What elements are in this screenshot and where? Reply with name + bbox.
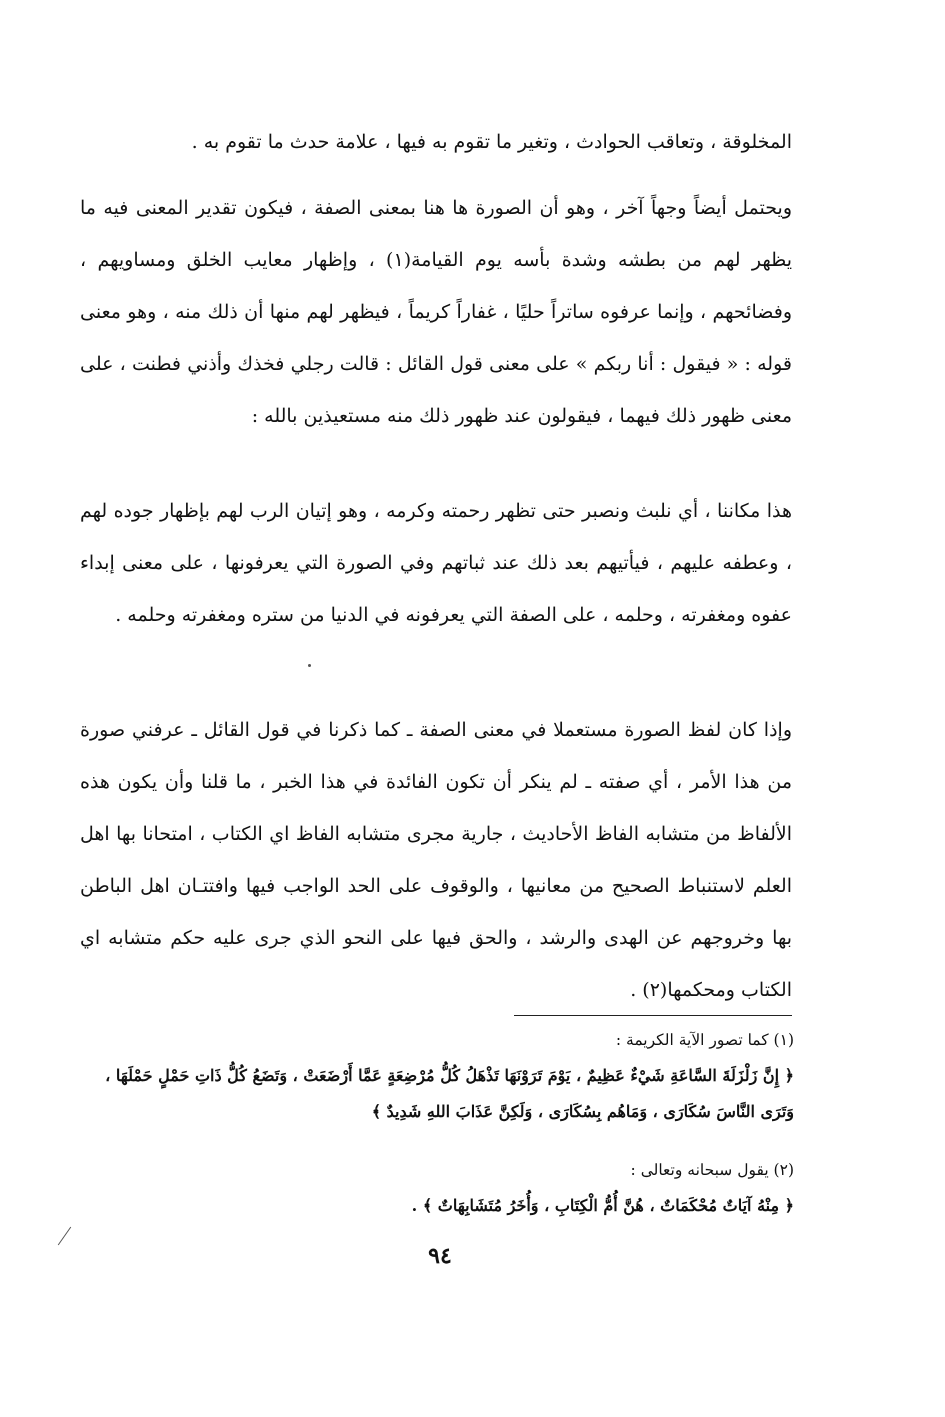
paragraph-2: ويحتمل أيضاً وجهاً آخر ، وهو أن الصورة ها هنا بمعنى الصفة ، فيكون تقدير المعنى فيه ما يظهر لهم من بطشه وشدة بأسه يوم القيامة(١) ، وإظهار معايب الخلق ومساويهم ، وفضائحهم ، وإنما عرفوه ساتراً حليًا ، غفاراً كريماً ، فيظهر لهم منها أن ذلك منه ، وهو معنى قوله : « فيقول : أنا ربكم » على معنى قول القائل : قالت رجلي فخذك وأذني فطنت ، على معنى ظهور ذلك فيهما ، فيقولون عند ظهور ذلك منه مستعيذين بالله :: [80, 197, 793, 427]
footnote-1-label: (١) كما تصور الآية الكريمة :: [615, 1031, 794, 1049]
footnote-separator: [514, 1015, 792, 1016]
page-number: ٩٤: [428, 1243, 452, 1269]
scan-mark: [308, 664, 311, 667]
paragraph-3: هذا مكاننا ، أي نلبث ونصبر حتى تظهر رحمته وكرمه ، وهو إتيان الرب لهم بإظهار جوده لهم ، وعطفه عليهم ، فيأتيهم بعد ذلك عند ثباتهم وفي الصورة التي يعرفونها ، على معنى إبداء عفوه ومغفرته ، وحلمه ، على الصفة التي يعرفونه في الدنيا من ستره ومغفرته وحلمه .: [80, 500, 792, 626]
paragraph-4: وإذا كان لفظ الصورة مستعملا في معنى الصفة ـ كما ذكرنا في قول القائل ـ عرفني صورة من هذا الأمر ، أي صفته ـ لم ينكر أن تكون الفائدة في هذا الخبر ، ما قلنا وأن يكون هذه الألفاظ من متشابه الفاظ الأحاديث ، جارية مجرى متشابه الفاظ اي الكتاب ، امتحانا بها اهل العلم لاستنباط الصحيح من معانيها ، والوقوف على الحد الواجب فيها وافتتـان اهل الباطن بها وخروجهم عن الهدى والرشد ، والحق فيها على النحو الذي جرى عليه حكم متشابه اي الكتاب ومحكمها(٢) .: [80, 719, 792, 1001]
footnote-2-verse: ﴿ مِنْهُ آيَاتٌ مُحْكَمَاتٌ ، هُنَّ أُمُّ الْكِتَابِ ، وَأُخَرُ مُتَشَابِهَاتٌ ﴾ .: [411, 1196, 794, 1215]
scan-mark: [58, 1227, 71, 1246]
paragraph-1: المخلوقة ، وتعاقب الحوادث ، وتغير ما تقوم به فيها ، علامة حدث ما تقوم به .: [191, 131, 792, 153]
footnote-2-label: (٢) يقول سبحانه وتعالى :: [630, 1161, 794, 1179]
footnote-1-verse: ﴿ إِنَّ زَلْزَلَةَ السَّاعَةِ شَيْءٌ عَظِيمٌ ، يَوْمَ تَرَوْنَهَا تَذْهَلُ كُلُّ مُرْضِعَةٍ عَمَّا أَرْضَعَتْ ، وَتَضَعُ كُلُّ ذَاتِ حَمْلٍ حَمْلَهَا ، وَتَرَى النَّاسَ سُكَارَى ، وَمَاهُم بِسُكَارَى ، وَلَكِنَّ عَذَابَ اللهِ شَدِيدٌ ﴾: [105, 1066, 794, 1121]
